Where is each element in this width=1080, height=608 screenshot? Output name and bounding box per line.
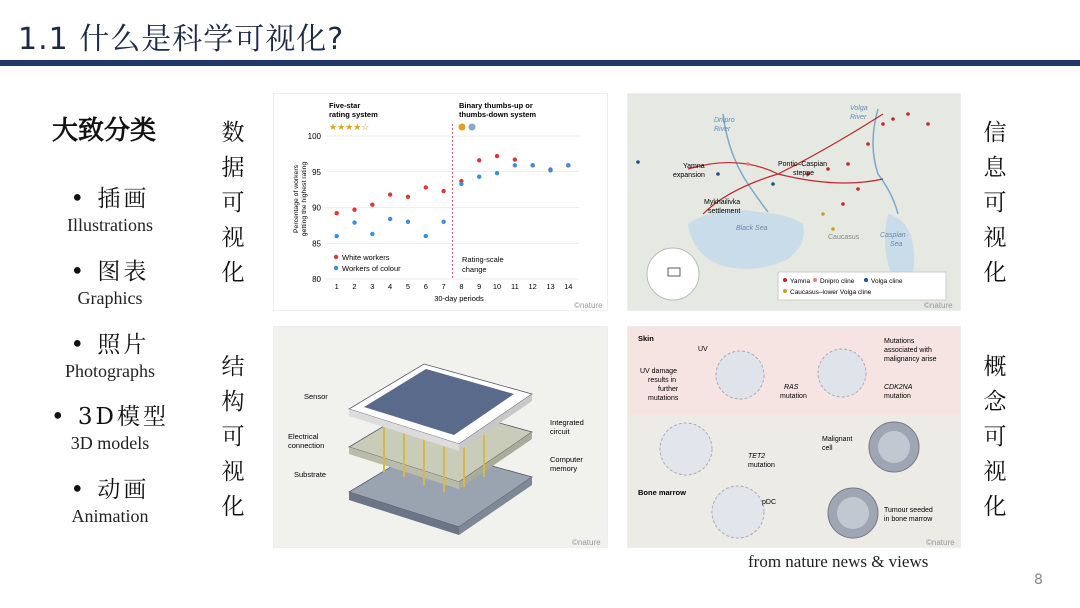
mykhailivka-label: Mykhailivka xyxy=(704,199,741,206)
electrical-label: Electrical xyxy=(288,432,319,441)
colour-workers-point xyxy=(441,220,445,224)
pdc-label: pDC xyxy=(762,499,777,506)
vchar: 结 xyxy=(221,354,245,380)
legend-dot xyxy=(783,278,787,282)
vchar: 化 xyxy=(221,260,245,286)
vchar: 视 xyxy=(221,225,245,251)
rating-change-label: change xyxy=(462,265,487,274)
category-3d-models xyxy=(40,398,180,454)
vchar: 化 xyxy=(983,494,1007,520)
ras-label: RAS xyxy=(784,384,799,391)
y-tick-label: 85 xyxy=(312,239,321,249)
x-tick-label: 10 xyxy=(492,282,502,291)
category-graphics xyxy=(40,253,180,309)
colour-workers-point xyxy=(530,163,534,167)
vchar: 化 xyxy=(983,260,1007,286)
mutations-assoc-label: Mutations xyxy=(884,338,915,345)
mutations-assoc-label: malignancy arise xyxy=(884,356,937,363)
chart-xlabel: 30-day periods xyxy=(434,294,484,303)
white-workers-point xyxy=(424,185,428,189)
chart-ylabel: getting the highest rating xyxy=(301,161,308,237)
yamna-label: expansion xyxy=(673,172,705,179)
x-tick-label: 2 xyxy=(352,282,357,291)
nature-watermark: ©nature xyxy=(926,538,955,547)
uv-damage-label: UV damage xyxy=(640,368,677,375)
legend-white-label: White workers xyxy=(342,253,390,262)
x-tick-label: 8 xyxy=(459,282,464,291)
legend-dot xyxy=(813,278,817,282)
vchar: 可 xyxy=(983,190,1007,216)
malignant-label: cell xyxy=(822,445,833,452)
cdk-label: CDK2NA xyxy=(884,384,913,391)
integrated-label: Integrated xyxy=(550,418,584,427)
mutations-assoc-label: associated with xyxy=(884,347,932,354)
x-tick-label: 1 xyxy=(334,282,339,291)
x-tick-label: 3 xyxy=(370,282,375,291)
colour-workers-point xyxy=(352,220,356,224)
steppe-label: Pontic–Caspian xyxy=(778,161,828,168)
x-tick-label: 5 xyxy=(405,282,411,291)
vchar: 可 xyxy=(221,190,245,216)
white-workers-point xyxy=(477,158,481,162)
dnipro-label: Dnipro xyxy=(714,117,735,124)
colour-workers-point xyxy=(406,220,410,224)
y-tick-label: 90 xyxy=(312,203,321,213)
bone-label: Bone marrow xyxy=(638,488,686,497)
integrated-label: circuit xyxy=(550,427,570,436)
steppe-label: steppe xyxy=(793,170,815,177)
category-en: 3D models xyxy=(70,433,150,453)
colour-workers-point xyxy=(370,232,374,236)
uv-label: UV xyxy=(698,346,708,353)
white-workers-point xyxy=(370,202,374,206)
chart-left-header: rating system xyxy=(329,110,378,119)
vchar: 念 xyxy=(983,389,1007,415)
white-workers-point xyxy=(352,207,356,211)
legend-white-dot xyxy=(334,255,338,259)
uv-damage-label: further xyxy=(658,386,679,393)
colour-workers-point xyxy=(495,171,499,175)
volga-label: Volga xyxy=(850,105,868,112)
rating-change-label: Rating-scale xyxy=(462,255,504,264)
legend-colour-dot xyxy=(334,266,338,270)
x-tick-label: 9 xyxy=(477,282,482,291)
category-illustrations xyxy=(40,180,180,236)
legend-dot xyxy=(783,289,787,293)
category-zh: • 照片 xyxy=(70,332,150,358)
category-en: Graphics xyxy=(77,288,143,308)
vchar: 化 xyxy=(221,494,245,520)
vchar: 概 xyxy=(983,354,1007,380)
white-workers-point xyxy=(388,192,392,196)
map-legend-label: Caucasus–lower Volga cline xyxy=(790,289,872,296)
colour-workers-point xyxy=(566,163,570,167)
slide-title: 1.1 什么是科学可视化? xyxy=(18,22,345,57)
nature-watermark: ©nature xyxy=(572,538,601,547)
source-credit: from nature news & views xyxy=(748,552,929,571)
tumour-label: Tumour seeded xyxy=(884,507,933,514)
cdk-label: mutation xyxy=(884,393,911,400)
cell-diagram-panel xyxy=(627,326,961,548)
malignant-label: Malignant xyxy=(822,436,853,443)
category-animation xyxy=(40,471,180,527)
nature-watermark: ©nature xyxy=(574,301,603,310)
map-legend-label: Dnipro cline xyxy=(820,278,855,285)
chip-diagram-panel xyxy=(273,326,608,548)
vchar: 数 xyxy=(221,120,245,146)
category-photographs xyxy=(40,326,180,382)
uv-damage-label: results in xyxy=(648,377,677,384)
categories-title: 大致分类 xyxy=(52,116,157,146)
category-zh: • 3D模型 xyxy=(51,404,169,430)
x-tick-label: 12 xyxy=(528,282,537,291)
dnipro-label: River xyxy=(714,126,731,133)
colour-workers-point xyxy=(548,168,552,172)
substrate-label: Substrate xyxy=(294,470,327,479)
vchar: 视 xyxy=(221,459,245,485)
page-number: 8 xyxy=(1034,572,1043,588)
black-sea-label: Black Sea xyxy=(736,225,768,232)
mykhailivka-label: settlement xyxy=(708,208,741,215)
y-tick-label: 80 xyxy=(312,275,321,284)
chart-ylabel: Percentage of workers xyxy=(293,164,300,234)
legend-colour-label: Workers of colour xyxy=(342,264,401,273)
mutation-diagram xyxy=(628,327,961,548)
volga-label: River xyxy=(850,114,867,121)
memory-label: memory xyxy=(550,464,578,473)
white-workers-point xyxy=(513,157,517,161)
star-rating-icons: ★★★★☆ xyxy=(329,122,370,132)
map-legend-label: Yamna xyxy=(790,278,811,285)
colour-workers-point xyxy=(388,217,392,221)
nature-watermark: ©nature xyxy=(924,301,953,310)
label-structure-visualization xyxy=(216,350,250,525)
skin-label: Skin xyxy=(638,334,654,343)
colour-workers-point xyxy=(424,234,428,238)
vchar: 可 xyxy=(221,424,245,450)
category-zh: • 图表 xyxy=(70,259,150,285)
colour-workers-point xyxy=(334,234,338,238)
memory-label: Computer xyxy=(550,455,583,464)
vchar: 构 xyxy=(221,389,245,415)
colour-workers-point xyxy=(477,175,481,179)
title-divider xyxy=(0,60,1080,66)
3d-chip-diagram xyxy=(274,327,608,548)
category-en: Animation xyxy=(71,506,149,526)
x-tick-label: 11 xyxy=(510,282,519,291)
tumour-label: in bone marrow xyxy=(884,516,933,523)
yamna-label: Yamna xyxy=(683,163,705,170)
rating-chart xyxy=(274,94,608,311)
caspian-label: Sea xyxy=(890,241,903,248)
vchar: 视 xyxy=(983,459,1007,485)
steppe-map xyxy=(628,94,961,311)
label-concept-visualization xyxy=(978,350,1012,525)
x-tick-label: 13 xyxy=(546,282,555,291)
vchar: 视 xyxy=(983,225,1007,251)
category-en: Illustrations xyxy=(67,215,153,235)
category-en: Photographs xyxy=(65,361,155,381)
chart-left-header: Five-star xyxy=(329,101,361,110)
caucasus-label: Caucasus xyxy=(828,234,860,241)
label-information-visualization xyxy=(978,116,1012,291)
vchar: 可 xyxy=(983,424,1007,450)
rating-chart-panel xyxy=(273,93,608,311)
vchar: 信 xyxy=(983,120,1007,146)
caspian-label: Caspian xyxy=(880,232,906,239)
thumbs-icons xyxy=(459,124,476,131)
chart-right-header: thumbs-down system xyxy=(459,110,537,119)
label-data-visualization xyxy=(216,116,250,291)
white-workers-point xyxy=(495,154,499,158)
x-tick-label: 4 xyxy=(388,282,393,291)
colour-workers-point xyxy=(513,163,517,167)
tet2-label: mutation xyxy=(748,462,775,469)
globe-inset xyxy=(647,248,699,300)
x-tick-label: 7 xyxy=(441,282,446,291)
category-zh: • 动画 xyxy=(70,477,150,503)
white-workers-point xyxy=(441,189,445,193)
ras-label: mutation xyxy=(780,393,807,400)
white-workers-point xyxy=(406,195,410,199)
yamna-map-panel xyxy=(627,93,961,311)
white-workers-point xyxy=(334,211,338,215)
x-tick-label: 6 xyxy=(423,282,428,291)
map-legend-label: Volga cline xyxy=(871,278,903,285)
tet2-label: TET2 xyxy=(748,453,766,460)
colour-workers-point xyxy=(459,182,463,186)
chart-right-header: Binary thumbs-up or xyxy=(459,101,533,110)
y-tick-label: 100 xyxy=(307,132,321,141)
sensor-label: Sensor xyxy=(304,392,328,401)
y-tick-label: 95 xyxy=(312,167,321,177)
electrical-label: connection xyxy=(288,441,325,450)
vchar: 据 xyxy=(221,155,245,181)
uv-damage-label: mutations xyxy=(648,395,679,402)
category-zh: • 插画 xyxy=(70,186,150,212)
vchar: 息 xyxy=(983,155,1007,181)
x-tick-label: 14 xyxy=(564,282,573,291)
legend-dot xyxy=(864,278,868,282)
